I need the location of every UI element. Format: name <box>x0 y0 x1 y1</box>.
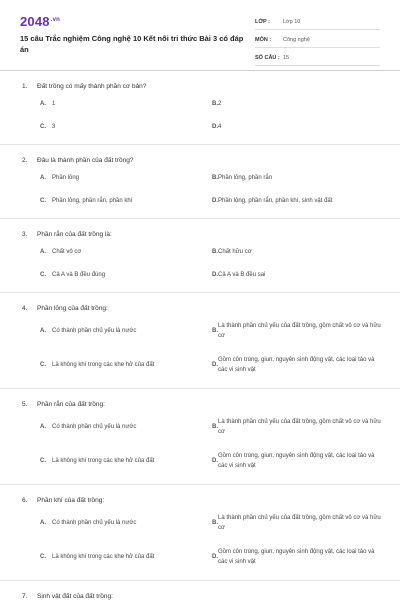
option-letter: B. <box>212 174 218 181</box>
option-c[interactable] <box>0 444 200 478</box>
meta-value: Lớp 10 <box>283 18 301 25</box>
meta-info <box>255 14 380 68</box>
meta-label: MÔN : <box>255 36 272 43</box>
option-letter: A. <box>40 328 46 334</box>
question-number: 2. <box>22 156 28 164</box>
option-letter: B. <box>212 100 218 107</box>
option-b[interactable] <box>200 166 400 189</box>
option-letter: C. <box>40 554 46 560</box>
option-text: Là không khí trong các khe hở của đất <box>52 362 155 368</box>
option-letter: B. <box>212 424 218 430</box>
option-b[interactable] <box>200 410 400 444</box>
question-number: 5. <box>22 400 28 408</box>
option-letter: D. <box>212 554 218 560</box>
question-text: Đâu là thành phần của đất trồng? <box>37 156 134 164</box>
option-c[interactable] <box>0 263 200 286</box>
option-a[interactable] <box>0 410 200 444</box>
question-text: Đất trồng có mấy thành phần cơ bản? <box>37 82 147 90</box>
option-letter: D. <box>212 123 218 130</box>
option-b[interactable] <box>200 92 400 115</box>
meta-value: 15 <box>283 54 290 61</box>
option-text: Cả A và B đều sai <box>218 271 266 278</box>
answer-options <box>0 92 400 138</box>
option-text: Có thành phần chủ yếu là nước <box>52 328 137 334</box>
option-text: Có thành phần chủ yếu là nước <box>52 520 137 526</box>
option-text: Phần lỏng, phần rắn <box>218 174 273 181</box>
logo-suffix: .vn <box>50 17 61 23</box>
page-title: 15 câu Trắc nghiệm Công nghệ 10 Kết nối tri thức Bài 3 có đáp án <box>20 34 244 54</box>
option-c[interactable] <box>0 348 200 382</box>
question-header <box>0 494 400 506</box>
question-number: 3. <box>22 230 28 238</box>
meta-label: SỐ CÂU : <box>255 54 280 61</box>
option-letter: C. <box>40 362 46 368</box>
option-text: Phần lỏng <box>52 174 80 181</box>
option-text: Là không khí trong các khe hở của đất <box>52 554 155 560</box>
option-b[interactable] <box>200 314 400 348</box>
site-logo[interactable] <box>20 14 60 29</box>
option-d[interactable] <box>200 189 400 212</box>
meta-value: Công nghệ <box>283 36 310 43</box>
option-text: Là thành phần chủ yếu của đất trồng, gồm chất vô cơ và hữu cơ <box>218 515 381 531</box>
answer-options <box>0 166 400 212</box>
option-b[interactable] <box>200 506 400 540</box>
option-d[interactable] <box>200 348 400 382</box>
question-number: 1. <box>22 82 28 90</box>
option-text: Phần lỏng, phần rắn, phần khí <box>52 197 133 204</box>
question-header <box>0 398 400 410</box>
option-letter: D. <box>212 362 218 368</box>
meta-row-class <box>255 14 380 30</box>
option-letter: C. <box>40 271 46 278</box>
option-text: Có thành phần chủ yếu là nước <box>52 424 137 430</box>
option-letter: C. <box>40 197 46 204</box>
option-letter: D. <box>212 271 218 278</box>
meta-row-subject <box>255 32 380 48</box>
option-d[interactable] <box>200 263 400 286</box>
option-letter: B. <box>212 520 218 526</box>
option-letter: B. <box>212 328 218 334</box>
question-text: Phần rắn của đất trồng là: <box>37 230 112 238</box>
question-5 <box>0 389 400 485</box>
option-letter: A. <box>40 520 46 526</box>
option-b[interactable] <box>200 240 400 263</box>
question-header <box>0 80 400 92</box>
question-header <box>0 154 400 166</box>
question-number: 7. <box>22 592 28 600</box>
question-6 <box>0 485 400 581</box>
option-text: Là thành phần chủ yếu của đất trồng, gồm chất vô cơ và hữu cơ <box>218 419 381 435</box>
option-a[interactable] <box>0 506 200 540</box>
question-number: 6. <box>22 496 28 504</box>
question-7 <box>0 581 400 600</box>
question-4 <box>0 293 400 389</box>
question-text: Phần rắn của đất trồng: <box>37 400 105 408</box>
option-text: 3 <box>52 123 56 130</box>
option-a[interactable] <box>0 166 200 189</box>
option-text: Cả A và B đều đúng <box>52 271 106 278</box>
option-d[interactable] <box>200 540 400 574</box>
answer-options <box>0 506 400 574</box>
option-d[interactable] <box>200 444 400 478</box>
option-letter: D. <box>212 458 218 464</box>
option-a[interactable] <box>0 92 200 115</box>
question-header <box>0 302 400 314</box>
option-a[interactable] <box>0 314 200 348</box>
option-letter: A. <box>40 424 46 430</box>
option-text: Gồm côn trùng, giun, nguyên sinh động vật, các loại tảo và các vi sinh vật <box>218 357 375 373</box>
option-text: 4 <box>218 123 222 130</box>
option-text: Chất vô cơ <box>52 248 82 255</box>
question-3 <box>0 219 400 293</box>
option-letter: A. <box>40 100 46 107</box>
meta-row-count <box>255 50 380 66</box>
question-1 <box>0 71 400 145</box>
answer-options <box>0 410 400 478</box>
option-letter: C. <box>40 123 46 130</box>
question-text: Phần lỏng của đất trồng: <box>37 304 108 312</box>
option-letter: D. <box>212 197 218 204</box>
option-letter: C. <box>40 458 46 464</box>
logo-text: 2048 <box>20 14 50 29</box>
option-c[interactable] <box>0 189 200 212</box>
option-text: Là không khí trong các khe hở của đất <box>52 458 155 464</box>
option-c[interactable] <box>0 115 200 138</box>
answer-options <box>0 314 400 382</box>
answer-options <box>0 240 400 286</box>
option-c[interactable] <box>0 540 200 574</box>
question-2 <box>0 145 400 219</box>
question-header <box>0 590 400 600</box>
option-text: Là thành phần chủ yếu của đất trồng, gồm chất vô cơ và hữu cơ <box>218 323 381 339</box>
question-text: Sinh vật đất của đất trồng: <box>37 592 113 600</box>
option-d[interactable] <box>200 115 400 138</box>
option-letter: B. <box>212 248 218 255</box>
option-a[interactable] <box>0 240 200 263</box>
option-text: Phần lỏng, phần rắn, phần khí, sinh vật đất <box>218 197 333 204</box>
question-header <box>0 228 400 240</box>
option-text: Chất hữu cơ <box>218 248 252 255</box>
page-header <box>0 0 400 68</box>
option-text: Gồm côn trùng, giun, nguyên sinh động vật, các loại tảo và các vi sinh vật <box>218 453 375 469</box>
option-letter: A. <box>40 248 46 255</box>
option-text: 1 <box>52 100 56 107</box>
question-number: 4. <box>22 304 28 312</box>
meta-label: LỚP : <box>255 18 270 25</box>
option-letter: A. <box>40 174 46 181</box>
option-text: 2 <box>218 100 222 107</box>
option-text: Gồm côn trùng, giun, nguyên sinh động vật, các loại tảo và các vi sinh vật <box>218 549 375 565</box>
question-text: Phần khí của đất trồng: <box>37 496 105 504</box>
question-list <box>0 71 400 600</box>
